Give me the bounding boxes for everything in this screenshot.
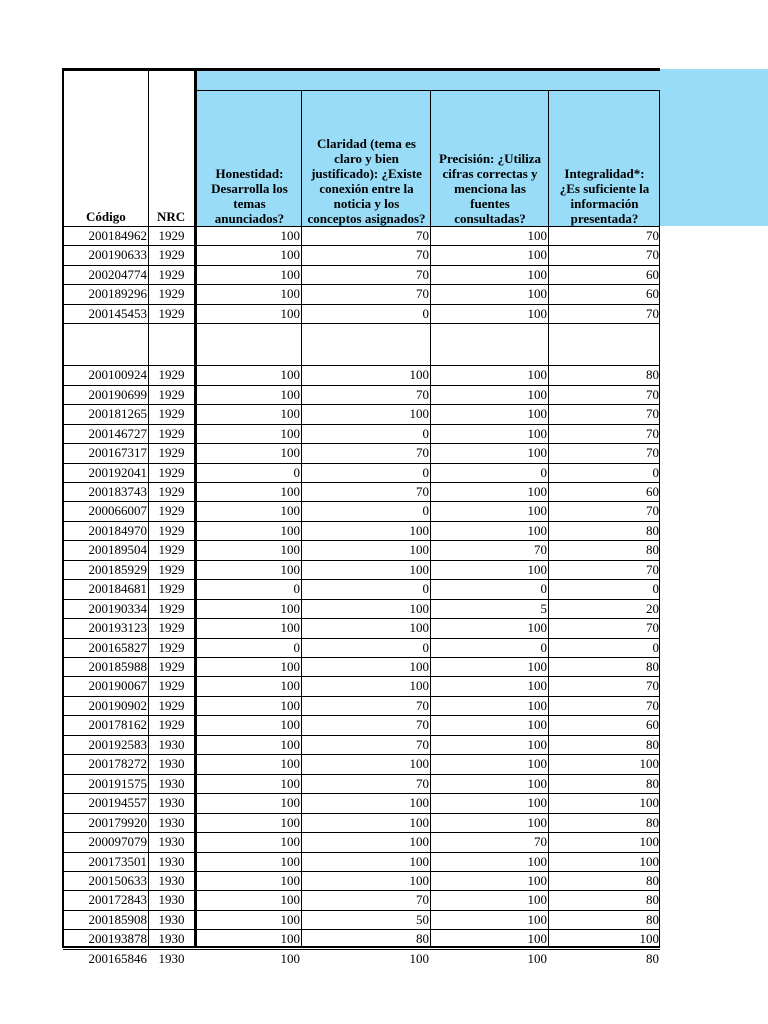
- nrc-cell: 1929: [158, 286, 185, 302]
- honestidad-cell: 100: [280, 425, 300, 441]
- table-row: [63, 226, 660, 245]
- precision-cell: 100: [527, 425, 547, 441]
- nrc-cell: 1929: [158, 425, 185, 441]
- honestidad-cell: 100: [280, 736, 300, 752]
- integralidad-cell: 70: [646, 697, 659, 713]
- claridad-cell: 70: [416, 286, 429, 302]
- table-row: [63, 245, 660, 264]
- honestidad-cell: 100: [280, 892, 300, 908]
- honestidad-cell: 100: [280, 266, 300, 282]
- integralidad-cell: 80: [646, 736, 659, 752]
- integralidad-cell: 70: [646, 386, 659, 402]
- claridad-cell: 100: [409, 678, 429, 694]
- table-row: [63, 832, 660, 851]
- codigo-cell: 200184962: [88, 228, 147, 243]
- codigo-cell: 200194557: [88, 795, 147, 811]
- table-row: [63, 852, 660, 871]
- codigo-cell: [63, 324, 148, 343]
- honestidad-cell: 100: [280, 795, 300, 811]
- codigo-cell: 200204774: [88, 266, 147, 282]
- column-divider: [430, 90, 431, 948]
- table-row: [63, 949, 660, 968]
- table-row: [63, 696, 660, 715]
- header-band-overflow: [660, 69, 768, 226]
- integralidad-cell: 100: [639, 853, 659, 869]
- integralidad-cell: 20: [646, 600, 659, 616]
- integralidad-cell: 100: [639, 931, 659, 947]
- nrc-cell: 1930: [158, 814, 185, 830]
- table-row: [63, 365, 660, 384]
- integralidad-cell: 100: [639, 795, 659, 811]
- claridad-cell: 70: [416, 775, 429, 791]
- nrc-cell: 1929: [158, 678, 185, 694]
- integralidad-cell: 70: [646, 445, 659, 461]
- column-divider-thick: [194, 69, 197, 948]
- codigo-cell: 200173501: [88, 853, 147, 869]
- claridad-cell: 0: [422, 425, 429, 441]
- integralidad-cell: 70: [646, 305, 659, 321]
- honestidad-cell: 100: [280, 522, 300, 538]
- codigo-cell: 200179920: [88, 814, 147, 830]
- nrc-cell: 1930: [158, 950, 185, 966]
- nrc-cell: 1929: [158, 228, 185, 243]
- claridad-cell: 100: [409, 367, 429, 383]
- codigo-cell: 200097079: [88, 834, 147, 850]
- table-row: [63, 715, 660, 734]
- integralidad-cell: 100: [639, 756, 659, 772]
- nrc-cell: 1930: [158, 931, 185, 947]
- claridad-cell: [302, 324, 430, 343]
- table-row: [63, 871, 660, 890]
- codigo-cell: 200189504: [88, 542, 147, 558]
- precision-cell: 0: [540, 464, 547, 480]
- table-row: [63, 657, 660, 676]
- codigo-cell: 200184681: [88, 581, 147, 597]
- table-row: [63, 385, 660, 404]
- honestidad-cell: 100: [280, 717, 300, 733]
- precision-header: Precisión: ¿Utiliza cifras correctas y menciona las fuentes consultadas?: [431, 90, 549, 227]
- claridad-cell: 50: [416, 911, 429, 927]
- integralidad-cell: 60: [646, 717, 659, 733]
- table-row: [63, 910, 660, 929]
- precision-cell: 100: [527, 756, 547, 772]
- codigo-cell: 200190633: [88, 247, 147, 263]
- claridad-cell: 100: [409, 756, 429, 772]
- honestidad-cell: 100: [280, 561, 300, 577]
- precision-cell: 100: [527, 814, 547, 830]
- table-row: [63, 618, 660, 637]
- integralidad-cell: 80: [646, 542, 659, 558]
- codigo-cell: 200165846: [88, 950, 147, 966]
- claridad-cell: 70: [416, 386, 429, 402]
- integralidad-cell: 80: [646, 659, 659, 674]
- honestidad-cell: 100: [280, 775, 300, 791]
- table-row: [63, 638, 660, 657]
- claridad-cell: 0: [422, 581, 429, 597]
- nrc-cell: 1929: [158, 266, 185, 282]
- claridad-cell: 100: [409, 814, 429, 830]
- claridad-cell: 100: [409, 620, 429, 636]
- nrc-cell: 1929: [158, 406, 185, 422]
- honestidad-cell: 100: [280, 247, 300, 263]
- integralidad-header: Integralidad*: ¿Es suficiente la información presentada?: [549, 90, 660, 227]
- claridad-header: Claridad (tema es claro y bien justificado): ¿Existe conexión entre la noticia y los conceptos asignados?: [302, 90, 431, 227]
- nrc-cell: 1929: [158, 386, 185, 402]
- integralidad-cell: 70: [646, 247, 659, 263]
- precision-cell: 100: [527, 503, 547, 519]
- precision-cell: 100: [527, 853, 547, 869]
- nrc-cell: 1929: [158, 659, 185, 674]
- honestidad-cell: 100: [280, 756, 300, 772]
- table-row: [63, 521, 660, 540]
- integralidad-cell: 70: [646, 425, 659, 441]
- column-divider: [148, 69, 149, 948]
- integralidad-cell: 0: [652, 464, 659, 480]
- precision-cell: 100: [527, 247, 547, 263]
- codigo-cell: 200192583: [88, 736, 147, 752]
- precision-cell: 100: [527, 386, 547, 402]
- claridad-cell: 100: [409, 834, 429, 850]
- codigo-cell: 200192041: [88, 464, 147, 480]
- nrc-cell: 1930: [158, 911, 185, 927]
- claridad-cell: 0: [422, 503, 429, 519]
- precision-cell: 100: [527, 406, 547, 422]
- codigo-cell: 200146727: [88, 425, 147, 441]
- nrc-cell: 1929: [158, 620, 185, 636]
- integralidad-cell: 70: [646, 678, 659, 694]
- nrc-header: NRC: [157, 209, 186, 224]
- precision-cell: 100: [527, 367, 547, 383]
- honestidad-cell: [197, 324, 301, 343]
- codigo-cell: 200190902: [88, 697, 147, 713]
- table-row: [63, 501, 660, 520]
- table-left-border: [62, 69, 64, 948]
- claridad-cell: 100: [409, 406, 429, 422]
- claridad-cell: 0: [422, 305, 429, 321]
- nrc-cell: 1929: [158, 483, 185, 499]
- codigo-cell: 200184970: [88, 522, 147, 538]
- claridad-cell: 100: [409, 950, 429, 966]
- nrc-cell: 1929: [158, 639, 185, 655]
- precision-cell: 100: [527, 911, 547, 927]
- table-row: [63, 774, 660, 793]
- column-divider: [548, 90, 549, 948]
- table-row: [63, 284, 660, 303]
- codigo-cell: 200178162: [88, 717, 147, 733]
- nrc-cell: 1930: [158, 795, 185, 811]
- table-row: [63, 813, 660, 832]
- table-row: [63, 482, 660, 501]
- honestidad-cell: 100: [280, 305, 300, 321]
- precision-cell: 100: [527, 931, 547, 947]
- integralidad-cell: 60: [646, 266, 659, 282]
- claridad-cell: 100: [409, 542, 429, 558]
- table-row: [63, 676, 660, 695]
- precision-cell: 100: [527, 950, 547, 966]
- integralidad-cell: 70: [646, 228, 659, 243]
- claridad-cell: 70: [416, 247, 429, 263]
- honestidad-cell: 100: [280, 542, 300, 558]
- honestidad-cell: 0: [293, 464, 300, 480]
- claridad-cell: 100: [409, 600, 429, 616]
- precision-cell: 100: [527, 678, 547, 694]
- precision-cell: 100: [527, 717, 547, 733]
- honestidad-cell: 100: [280, 834, 300, 850]
- codigo-cell: 200191575: [88, 775, 147, 791]
- table-row: [63, 735, 660, 754]
- codigo-cell: 200193123: [88, 620, 147, 636]
- honestidad-cell: 0: [293, 581, 300, 597]
- precision-cell: 100: [527, 286, 547, 302]
- integralidad-cell: 60: [646, 286, 659, 302]
- codigo-header: Código: [86, 209, 126, 224]
- claridad-cell: 0: [422, 639, 429, 655]
- honestidad-cell: 100: [280, 911, 300, 927]
- integralidad-cell: 80: [646, 872, 659, 888]
- claridad-cell: 100: [409, 561, 429, 577]
- codigo-cell: 200172843: [88, 892, 147, 908]
- column-divider: [301, 90, 302, 948]
- precision-cell: 100: [527, 872, 547, 888]
- claridad-cell: 70: [416, 892, 429, 908]
- precision-cell: 100: [527, 697, 547, 713]
- honestidad-cell: 100: [280, 659, 300, 674]
- codigo-cell: 200100924: [88, 367, 147, 383]
- honestidad-cell: 100: [280, 872, 300, 888]
- integralidad-cell: 80: [646, 911, 659, 927]
- claridad-cell: 0: [422, 464, 429, 480]
- nrc-cell: 1929: [158, 600, 185, 616]
- table-row: [63, 599, 660, 618]
- table-top-border: [62, 68, 660, 71]
- honestidad-cell: 100: [280, 286, 300, 302]
- codigo-cell: 200178272: [88, 756, 147, 772]
- table-row: [63, 424, 660, 443]
- claridad-cell: 70: [416, 483, 429, 499]
- precision-cell: 70: [534, 542, 547, 558]
- nrc-cell: 1929: [158, 697, 185, 713]
- precision-cell: 0: [540, 581, 547, 597]
- honestidad-cell: 100: [280, 367, 300, 383]
- nrc-cell: 1930: [158, 834, 185, 850]
- precision-cell: 70: [534, 834, 547, 850]
- honestidad-cell: 100: [280, 950, 300, 966]
- integralidad-cell: 80: [646, 522, 659, 538]
- table-row: [63, 463, 660, 482]
- table-row: [63, 265, 660, 284]
- honestidad-cell: 100: [280, 697, 300, 713]
- honestidad-cell: 100: [280, 814, 300, 830]
- nrc-cell: 1929: [158, 561, 185, 577]
- claridad-cell: 70: [416, 228, 429, 243]
- precision-cell: 0: [540, 639, 547, 655]
- claridad-cell: 70: [416, 717, 429, 733]
- claridad-cell: 100: [409, 659, 429, 674]
- nrc-cell: 1929: [158, 445, 185, 461]
- honestidad-cell: 100: [280, 483, 300, 499]
- table-row: [63, 540, 660, 559]
- nrc-cell: 1929: [158, 367, 185, 383]
- nrc-cell: 1929: [158, 464, 185, 480]
- nrc-cell: 1929: [158, 247, 185, 263]
- integralidad-cell: 70: [646, 561, 659, 577]
- codigo-cell: 200181265: [88, 406, 147, 422]
- nrc-cell: 1929: [158, 581, 185, 597]
- nrc-cell: 1929: [158, 305, 185, 321]
- honestidad-cell: 100: [280, 853, 300, 869]
- table-right-border: [659, 90, 660, 948]
- precision-cell: 100: [527, 228, 547, 243]
- precision-cell: 100: [527, 892, 547, 908]
- integralidad-cell: 80: [646, 775, 659, 791]
- claridad-cell: 70: [416, 266, 429, 282]
- precision-cell: 100: [527, 445, 547, 461]
- claridad-cell: 100: [409, 522, 429, 538]
- honestidad-cell: 100: [280, 503, 300, 519]
- claridad-cell: 100: [409, 872, 429, 888]
- integralidad-cell: 80: [646, 950, 659, 966]
- precision-cell: 5: [540, 600, 547, 616]
- integralidad-cell: [549, 324, 660, 343]
- table-row: [63, 404, 660, 423]
- precision-cell: 100: [527, 795, 547, 811]
- integralidad-cell: 70: [646, 406, 659, 422]
- table-row: [63, 304, 660, 323]
- precision-cell: 100: [527, 659, 547, 674]
- integralidad-cell: 60: [646, 483, 659, 499]
- integralidad-cell: 80: [646, 892, 659, 908]
- nrc-cell: 1930: [158, 892, 185, 908]
- codigo-cell: 200150633: [88, 872, 147, 888]
- integralidad-cell: 0: [652, 581, 659, 597]
- nrc-cell: 1930: [158, 736, 185, 752]
- codigo-cell: 200167317: [88, 445, 147, 461]
- honestidad-cell: 100: [280, 620, 300, 636]
- nrc-cell: 1929: [158, 717, 185, 733]
- integralidad-cell: 0: [652, 639, 659, 655]
- precision-cell: 100: [527, 266, 547, 282]
- claridad-cell: 70: [416, 445, 429, 461]
- nrc-cell: 1930: [158, 756, 185, 772]
- codigo-cell: 200185988: [88, 659, 147, 674]
- codigo-cell: 200165827: [88, 639, 147, 655]
- header-band: [196, 70, 660, 91]
- claridad-cell: 80: [416, 931, 429, 947]
- codigo-cell: 200193878: [88, 931, 147, 947]
- claridad-cell: 70: [416, 697, 429, 713]
- codigo-cell: 200190067: [88, 678, 147, 694]
- table-row: [63, 579, 660, 598]
- precision-cell: 100: [527, 522, 547, 538]
- honestidad-cell: 100: [280, 386, 300, 402]
- integralidad-cell: 80: [646, 367, 659, 383]
- precision-cell: 100: [527, 483, 547, 499]
- honestidad-cell: 100: [280, 678, 300, 694]
- nrc-cell: [149, 324, 194, 343]
- codigo-cell: 200183743: [88, 483, 147, 499]
- nrc-cell: 1930: [158, 775, 185, 791]
- codigo-cell: 200190334: [88, 600, 147, 616]
- claridad-cell: 100: [409, 853, 429, 869]
- table-row: [63, 560, 660, 579]
- precision-cell: 100: [527, 775, 547, 791]
- nrc-cell: 1930: [158, 853, 185, 869]
- precision-cell: 100: [527, 561, 547, 577]
- codigo-cell: 200185908: [88, 911, 147, 927]
- precision-cell: 100: [527, 305, 547, 321]
- integralidad-cell: 80: [646, 814, 659, 830]
- precision-cell: [431, 324, 548, 343]
- codigo-cell: 200066007: [88, 503, 147, 519]
- honestidad-cell: 0: [293, 639, 300, 655]
- claridad-cell: 70: [416, 736, 429, 752]
- integralidad-cell: 100: [639, 834, 659, 850]
- precision-cell: 100: [527, 620, 547, 636]
- honestidad-cell: 100: [280, 600, 300, 616]
- codigo-cell: 200185929: [88, 561, 147, 577]
- table-bottom-border: [62, 946, 660, 948]
- nrc-cell: 1929: [158, 503, 185, 519]
- codigo-cell: 200145453: [88, 305, 147, 321]
- table-row: [63, 754, 660, 773]
- table-row: [63, 323, 660, 365]
- codigo-cell: 200190699: [88, 386, 147, 402]
- table-row: [63, 793, 660, 812]
- honestidad-cell: 100: [280, 445, 300, 461]
- nrc-cell: 1930: [158, 872, 185, 888]
- codigo-cell: 200189296: [88, 286, 147, 302]
- honestidad-cell: 100: [280, 406, 300, 422]
- precision-cell: 100: [527, 736, 547, 752]
- honestidad-header: Honestidad: Desarrolla los temas anunciados?: [197, 90, 302, 227]
- nrc-cell: 1929: [158, 542, 185, 558]
- honestidad-cell: 100: [280, 228, 300, 243]
- integralidad-cell: 70: [646, 503, 659, 519]
- integralidad-cell: 70: [646, 620, 659, 636]
- claridad-cell: 100: [409, 795, 429, 811]
- honestidad-cell: 100: [280, 931, 300, 947]
- nrc-cell: 1929: [158, 522, 185, 538]
- table-row: [63, 443, 660, 462]
- table-row: [63, 890, 660, 909]
